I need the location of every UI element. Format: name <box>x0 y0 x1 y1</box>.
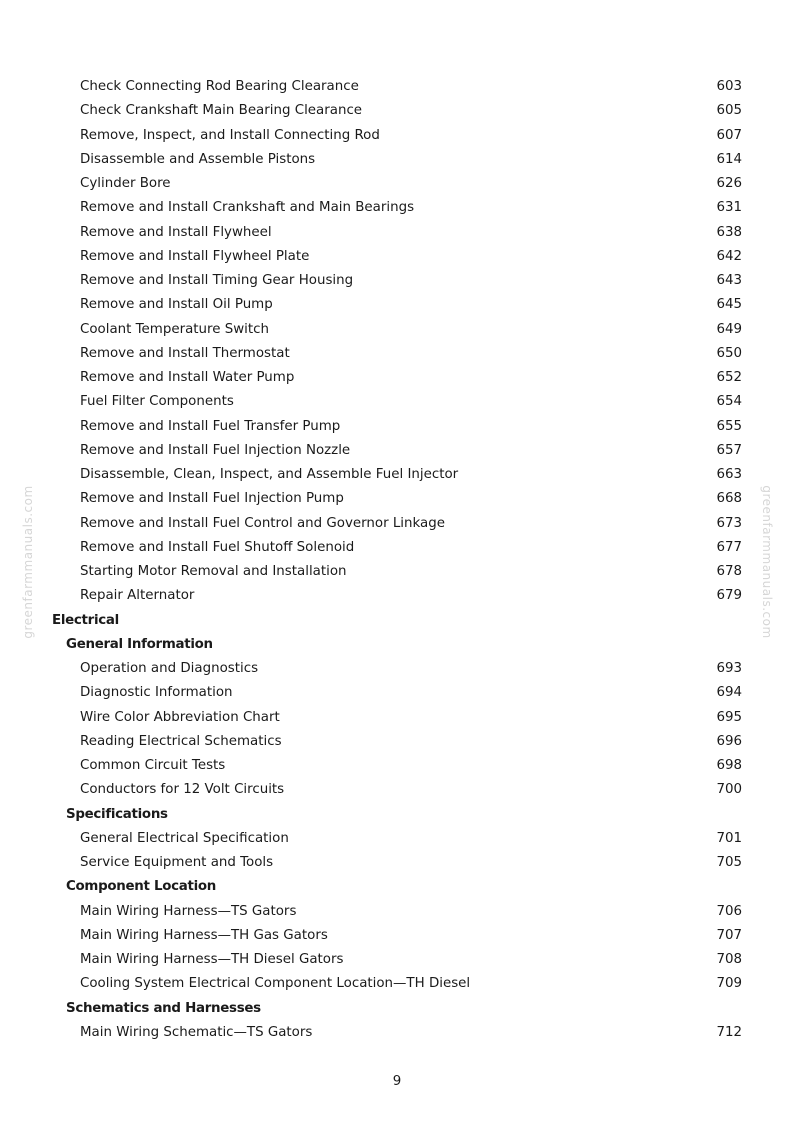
toc-entry-title: Remove and Install Fuel Injection Pump <box>80 491 344 507</box>
toc-entry-title: Starting Motor Removal and Installation <box>80 564 347 579</box>
toc-entry-title: Remove and Install Fuel Transfer Pump <box>80 418 341 434</box>
toc-entry-title: Component Location <box>66 879 217 895</box>
toc-entry-title: Remove and Install Timing Gear Housing <box>80 273 354 288</box>
toc-entry-title: Remove and Install Water Pump <box>80 370 295 385</box>
toc-entry[interactable] <box>0 487 794 511</box>
toc-entry-page: 709 <box>716 976 742 992</box>
toc-entry-page: 701 <box>716 830 742 846</box>
toc-entry-page: 673 <box>716 515 742 531</box>
toc-entry-title: Disassemble, Clean, Inspect, and Assemble Fuel Injector <box>80 467 459 482</box>
toc-entry-page: 614 <box>716 151 742 167</box>
toc-entry[interactable] <box>0 972 794 996</box>
toc-entry-title: Electrical <box>52 612 119 628</box>
toc-entry-title: Cooling System Electrical Component Location—TH Diesel <box>80 976 471 992</box>
toc-entry-title: Remove and Install Fuel Control and Governor Linkage <box>80 515 445 531</box>
toc-section-heading <box>0 803 794 827</box>
toc-entry[interactable] <box>0 584 794 608</box>
toc-entry[interactable] <box>0 269 794 293</box>
toc-entry[interactable] <box>0 172 794 196</box>
toc-entry-title: Remove, Inspect, and Install Connecting Rod <box>80 127 380 143</box>
toc-entry-title: Repair Alternator <box>80 588 195 604</box>
toc-entry[interactable] <box>0 948 794 972</box>
toc-entry[interactable] <box>0 924 794 948</box>
toc-entry-page: 626 <box>716 176 742 191</box>
toc-entry[interactable] <box>0 75 794 99</box>
toc-entry-title: Check Crankshaft Main Bearing Clearance <box>80 103 363 119</box>
toc-entry[interactable] <box>0 1021 794 1045</box>
toc-entry[interactable] <box>0 366 794 390</box>
toc-entry[interactable] <box>0 900 794 924</box>
toc-entry-title: Conductors for 12 Volt Circuits <box>80 782 285 798</box>
toc-entry-page: 698 <box>716 758 742 773</box>
toc-entry-page: 638 <box>716 224 742 240</box>
toc-entry-page: 696 <box>716 733 742 749</box>
toc-entry[interactable] <box>0 221 794 245</box>
toc-entry[interactable] <box>0 512 794 536</box>
toc-section-heading <box>0 633 794 657</box>
toc-entry[interactable] <box>0 148 794 172</box>
toc-entry-title: Coolant Temperature Switch <box>80 321 270 337</box>
toc-entry-page: 631 <box>716 200 742 216</box>
toc-entry-title: Reading Electrical Schematics <box>80 733 282 749</box>
toc-entry[interactable] <box>0 681 794 705</box>
toc-entry[interactable] <box>0 342 794 366</box>
toc-entry-title: Check Connecting Rod Bearing Clearance <box>80 79 359 94</box>
page-number: 9 <box>392 1074 402 1089</box>
toc-entry-title: Remove and Install Flywheel Plate <box>80 248 310 264</box>
toc-entry[interactable] <box>0 293 794 317</box>
toc-entry-page: 650 <box>716 345 742 361</box>
toc-entry-title: Main Wiring Harness—TH Gas Gators <box>80 927 328 943</box>
toc-entry-page: 668 <box>716 491 742 507</box>
toc-section-heading <box>0 997 794 1021</box>
toc-entry[interactable] <box>0 245 794 269</box>
toc-entry-title: General Information <box>66 636 213 652</box>
toc-entry-page: 652 <box>716 370 742 385</box>
toc-entry-title: Remove and Install Crankshaft and Main Bearings <box>80 200 415 216</box>
toc-entry-page: 705 <box>716 855 742 870</box>
toc-entry-title: Fuel Filter Components <box>80 394 234 410</box>
toc-entry-page: 708 <box>716 952 742 967</box>
toc-entry[interactable] <box>0 463 794 487</box>
toc-entry-page: 655 <box>716 418 742 434</box>
toc-entry-page: 678 <box>716 564 742 579</box>
toc-entry-title: Remove and Install Fuel Shutoff Solenoid <box>80 539 355 555</box>
toc-entry-page: 663 <box>716 467 742 482</box>
toc-entry[interactable] <box>0 778 794 802</box>
toc-entry-title: Disassemble and Assemble Pistons <box>80 151 316 167</box>
toc-entry[interactable] <box>0 390 794 414</box>
toc-entry-page: 677 <box>716 539 742 555</box>
toc-entry-title: General Electrical Specification <box>80 830 289 846</box>
toc-entry[interactable] <box>0 318 794 342</box>
toc-entry-page: 605 <box>716 103 742 119</box>
toc-entry-title: Schematics and Harnesses <box>66 1000 261 1016</box>
toc-entry[interactable] <box>0 706 794 730</box>
toc-entry-page: 657 <box>716 442 742 458</box>
toc-entry[interactable] <box>0 730 794 754</box>
toc-entry-page: 649 <box>716 321 742 337</box>
toc-entry-title: Main Wiring Harness—TH Diesel Gators <box>80 952 344 967</box>
toc-entry-page: 654 <box>716 394 742 410</box>
toc-entry[interactable] <box>0 851 794 875</box>
toc-entry-page: 643 <box>716 273 742 288</box>
toc-entry-title: Remove and Install Oil Pump <box>80 297 273 313</box>
toc-entry[interactable] <box>0 657 794 681</box>
toc-entry-title: Specifications <box>66 806 168 822</box>
watermark-right: greenfarmmanuals.com <box>760 485 774 639</box>
toc-entry-page: 706 <box>716 903 742 919</box>
toc-entry-title: Service Equipment and Tools <box>80 855 274 870</box>
toc-section-heading <box>0 609 794 633</box>
toc-entry-title: Cylinder Bore <box>80 176 171 191</box>
toc-entry-title: Operation and Diagnostics <box>80 661 259 676</box>
toc-entry-page: 695 <box>716 709 742 725</box>
watermark-left: greenfarmmanuals.com <box>21 485 35 639</box>
toc-entry-page: 679 <box>716 588 742 604</box>
toc-entry-page: 712 <box>716 1024 742 1040</box>
toc-entry[interactable] <box>0 827 794 851</box>
toc-entry-title: Main Wiring Schematic—TS Gators <box>80 1024 313 1040</box>
toc-entry-page: 607 <box>716 127 742 143</box>
toc-entry[interactable] <box>0 439 794 463</box>
toc-entry-title: Remove and Install Flywheel <box>80 224 272 240</box>
toc-entry-page: 707 <box>716 927 742 943</box>
toc-entry-title: Remove and Install Fuel Injection Nozzle <box>80 442 351 458</box>
toc-section-heading <box>0 875 794 899</box>
toc-entry-page: 694 <box>716 685 742 701</box>
toc-entry-title: Wire Color Abbreviation Chart <box>80 709 280 725</box>
toc-entry[interactable] <box>0 754 794 778</box>
toc-entry-title: Remove and Install Thermostat <box>80 345 290 361</box>
toc-entry-page: 693 <box>716 661 742 676</box>
toc-entry[interactable] <box>0 196 794 220</box>
toc-entry-title: Main Wiring Harness—TS Gators <box>80 903 297 919</box>
toc-entry[interactable] <box>0 560 794 584</box>
toc-entry[interactable] <box>0 99 794 123</box>
toc-entry-page: 645 <box>716 297 742 313</box>
toc-entry-title: Diagnostic Information <box>80 685 233 701</box>
toc-entry-page: 603 <box>716 79 742 94</box>
toc-entry[interactable] <box>0 415 794 439</box>
toc-entry-page: 700 <box>716 782 742 798</box>
table-of-contents <box>0 75 794 1045</box>
toc-entry[interactable] <box>0 124 794 148</box>
toc-entry-title: Common Circuit Tests <box>80 758 226 773</box>
toc-entry-page: 642 <box>716 248 742 264</box>
toc-entry[interactable] <box>0 536 794 560</box>
